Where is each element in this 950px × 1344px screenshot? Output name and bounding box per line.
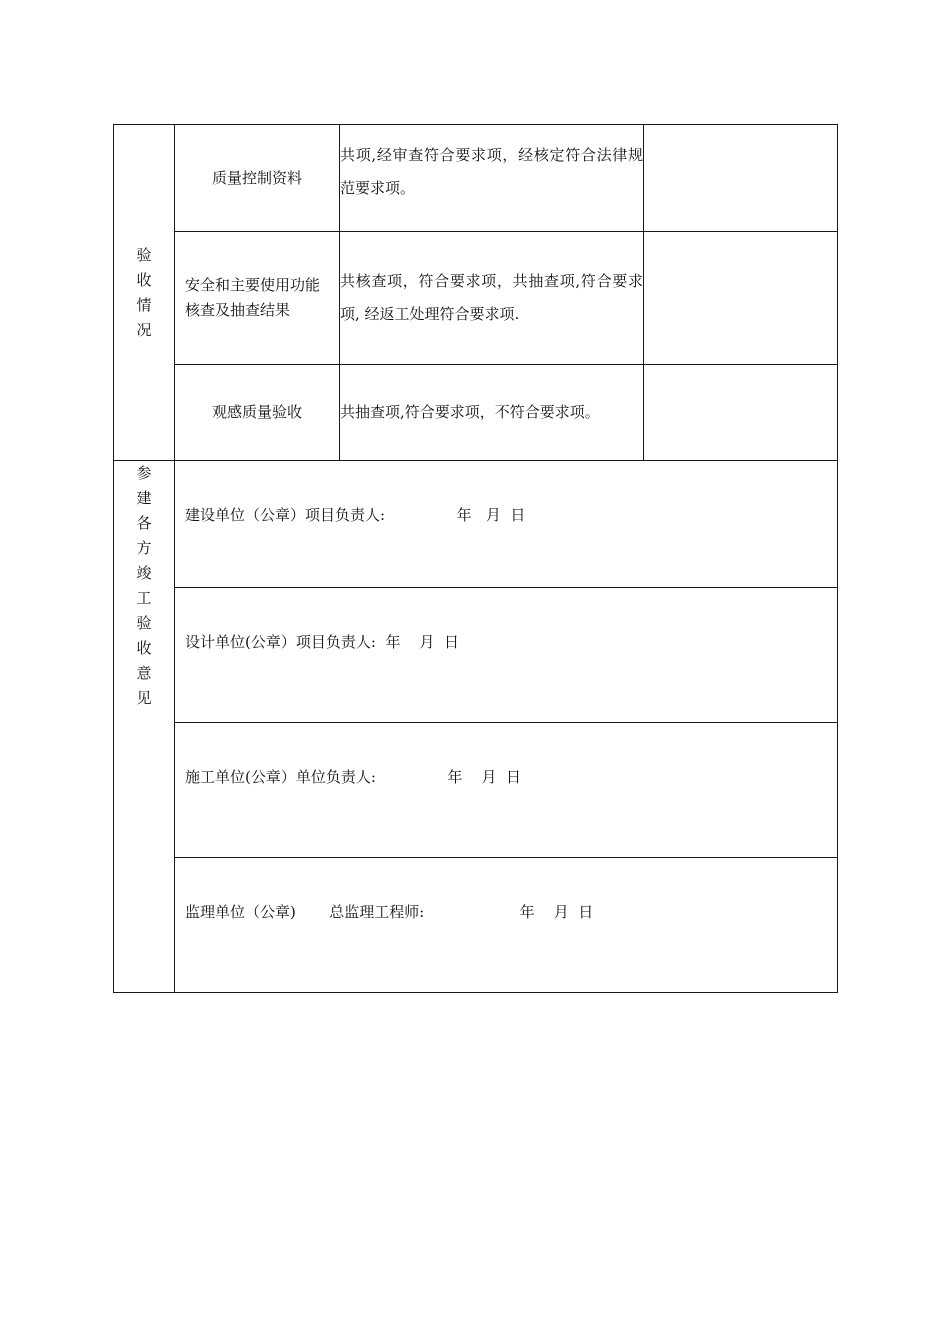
- signature-line-builder-unit: 施工单位(公章）单位负责人: 年 月 日: [185, 768, 522, 786]
- result-text-quality-control: 共项,经审查符合要求项，经核定符合法律规范要求项。: [340, 146, 643, 197]
- acceptance-row-quality-control: [114, 125, 838, 232]
- opinion-row-builder-unit: [114, 723, 838, 858]
- signature-line-design-unit: 设计单位(公章）项目负责人: 年 月 日: [185, 633, 460, 651]
- acceptance-section-label: 验收情况: [136, 245, 152, 339]
- signature-line-supervision-unit: 监理单位（公章) 总监理工程师: 年 月 日: [185, 903, 594, 921]
- result-cell: [340, 125, 644, 232]
- acceptance-section-label-cell: [114, 125, 175, 461]
- remarks-cell: [644, 125, 838, 232]
- remarks-cell: [644, 365, 838, 461]
- result-text-appearance-quality: 共抽查项,符合要求项，不符合要求项。: [340, 403, 600, 421]
- opinion-cell-builder-unit: [175, 723, 838, 858]
- opinion-section-label: 参建各方竣工验收意见: [136, 464, 152, 707]
- item-label-quality-control: 质量控制资料: [211, 168, 302, 187]
- acceptance-row-appearance-quality: [114, 365, 838, 461]
- item-label-cell: [175, 365, 340, 461]
- remarks-cell: [644, 232, 838, 365]
- opinion-section-label-cell: [114, 461, 175, 993]
- opinion-row-construction-unit: [114, 461, 838, 588]
- opinion-row-supervision-unit: [114, 858, 838, 993]
- item-label-cell: [175, 232, 340, 365]
- opinion-cell-design-unit: [175, 588, 838, 723]
- result-text-safety-function: 共核查项，符合要求项，共抽查项,符合要求项, 经返工处理符合要求项.: [340, 272, 643, 323]
- acceptance-row-safety-function: [114, 232, 838, 365]
- opinion-cell-construction-unit: [175, 461, 838, 588]
- result-cell: [340, 365, 644, 461]
- item-label-appearance-quality: 观感质量验收: [211, 403, 302, 421]
- opinion-cell-supervision-unit: [175, 858, 838, 993]
- opinion-row-design-unit: [114, 588, 838, 723]
- result-cell: [340, 232, 644, 365]
- acceptance-form-table: [113, 124, 838, 993]
- signature-line-construction-unit: 建设单位（公章）项目负责人: 年 月 日: [185, 506, 526, 524]
- item-label-safety-function: 安全和主要使用功能核查及抽查结果: [185, 276, 321, 319]
- item-label-cell: [175, 125, 340, 232]
